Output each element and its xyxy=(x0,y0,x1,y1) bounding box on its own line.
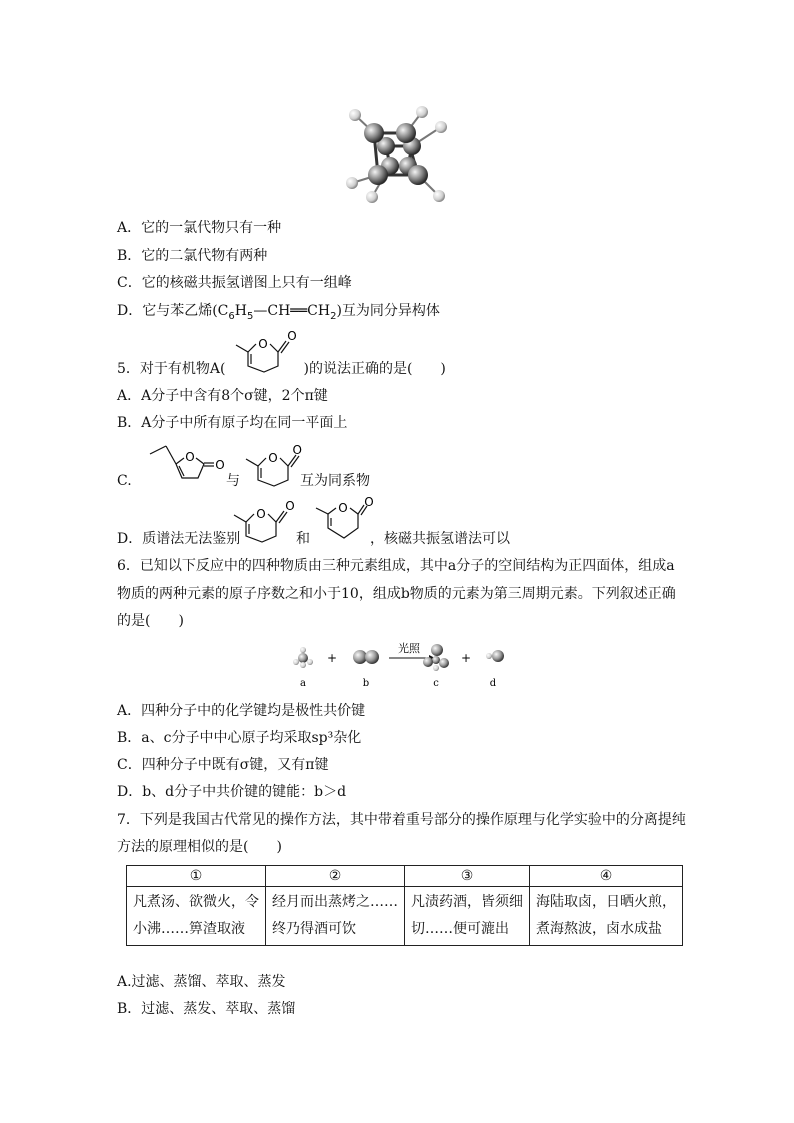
table-cell: 凡煮汤、欲微火，令 小沸……箅渣取液 xyxy=(127,887,266,946)
q4-option-a: A．它的一氯代物只有一种 xyxy=(117,220,282,236)
q5-option-c-label: C. xyxy=(117,473,132,489)
svg-text:O: O xyxy=(258,337,268,351)
q5-option-d-end: ，核磁共振氢谱法可以 xyxy=(370,531,510,547)
molecule-b xyxy=(353,650,379,664)
q6-option-b: B．a、c分子中中心原子均采取sp³杂化 xyxy=(117,730,362,746)
q6-stem-line-3: 的是( ) xyxy=(117,613,184,629)
plus-sign-1: + xyxy=(326,651,338,665)
table-header: ① xyxy=(127,866,266,887)
q5-option-c-mid: 与 xyxy=(226,473,240,489)
q7-option-a: A.过滤、蒸馏、萃取、蒸发 xyxy=(117,974,286,990)
q6-stem-line-1: 6．已知以下反应中的四种物质由三种元素组成，其中a分子的空间结构为正四面体，组成a xyxy=(117,558,675,574)
svg-text:O: O xyxy=(268,451,278,465)
table-cell: 凡渍药酒，皆须细 切……便可漉出 xyxy=(405,887,530,946)
q5-stem-before: 5．对于有机物A( xyxy=(117,361,226,377)
compound-a-structure-d1 xyxy=(220,496,300,544)
q5-option-b: B．A分子中所有原子均在同一平面上 xyxy=(117,415,348,431)
table-header-row xyxy=(127,866,683,887)
q7-stem-line-2: 方法的原理相似的是( ) xyxy=(117,839,282,855)
q6-option-d: D．b、d分子中共价键的键能：b＞d xyxy=(117,784,347,800)
q4-option-d: D．它与苯乙烯$(C_6H_5—CH══CH_2)$互为同分异构体 xyxy=(117,303,440,322)
q5-option-a: A．A分子中含有8个σ键，2个π键 xyxy=(117,388,328,404)
label-d: d xyxy=(489,678,497,689)
svg-text:O: O xyxy=(215,458,225,472)
reaction-scheme xyxy=(285,638,515,692)
q5-option-d-mid: 和 xyxy=(296,531,310,547)
compound-a-structure xyxy=(222,326,302,374)
q4-option-b: B．它的二氯代物有两种 xyxy=(117,248,268,264)
q5-option-c-end: 互为同系物 xyxy=(300,473,370,489)
plus-sign-2: + xyxy=(460,651,472,665)
svg-text:O: O xyxy=(256,507,266,521)
q7-option-b: B．过滤、蒸发、萃取、蒸馏 xyxy=(117,1001,296,1017)
table-cell: 海陆取卤，日晒火煎， 煮海熬波，卤水成盐 xyxy=(530,887,683,946)
label-a: a xyxy=(300,678,306,689)
label-b: b xyxy=(362,678,370,689)
svg-text:O: O xyxy=(338,501,348,515)
q6-stem-line-2: 物质的两种元素的原子序数之和小于10，组成b物质的元素为第三周期元素。下列叙述正确 xyxy=(117,586,676,602)
svg-text:O: O xyxy=(364,496,374,509)
ethyl-furanone-structure xyxy=(146,438,228,482)
q4-option-c: C．它的核磁共振氢谱图上只有一组峰 xyxy=(117,275,352,291)
q6-option-c: C．四种分子中既有σ键，又有π键 xyxy=(117,757,329,773)
table-header: ④ xyxy=(530,866,683,887)
svg-text:O: O xyxy=(292,443,302,457)
table-header: ③ xyxy=(405,866,530,887)
cubane-molecule-figure xyxy=(338,100,458,205)
molecule-a xyxy=(293,647,313,668)
q7-stem-line-1: 7．下列是我国古代常见的操作方法，其中带着重号部分的操作原理与化学实验中的分离提纯 xyxy=(117,812,686,828)
compound-isomer-structure-d2 xyxy=(306,496,376,546)
label-c: c xyxy=(433,678,439,689)
molecule-d xyxy=(486,650,504,662)
svg-text:O: O xyxy=(287,329,297,343)
reaction-condition: 光照 xyxy=(398,642,420,655)
molecule-c xyxy=(423,644,449,671)
q6-option-a: A．四种分子中的化学键均是极性共价键 xyxy=(117,703,366,719)
q7-table xyxy=(126,865,683,946)
q5-option-d-start: D．质谱法无法鉴别 xyxy=(117,531,241,547)
compound-a-structure-c xyxy=(222,440,302,488)
table-header: ② xyxy=(266,866,405,887)
svg-text:O: O xyxy=(285,499,295,513)
q5-stem-after: )的说法正确的是( ) xyxy=(303,361,446,377)
table-cell: 经月而出蒸烤之…… 终乃得酒可饮 xyxy=(266,887,405,946)
svg-text:O: O xyxy=(185,450,195,464)
table-row xyxy=(127,887,683,946)
